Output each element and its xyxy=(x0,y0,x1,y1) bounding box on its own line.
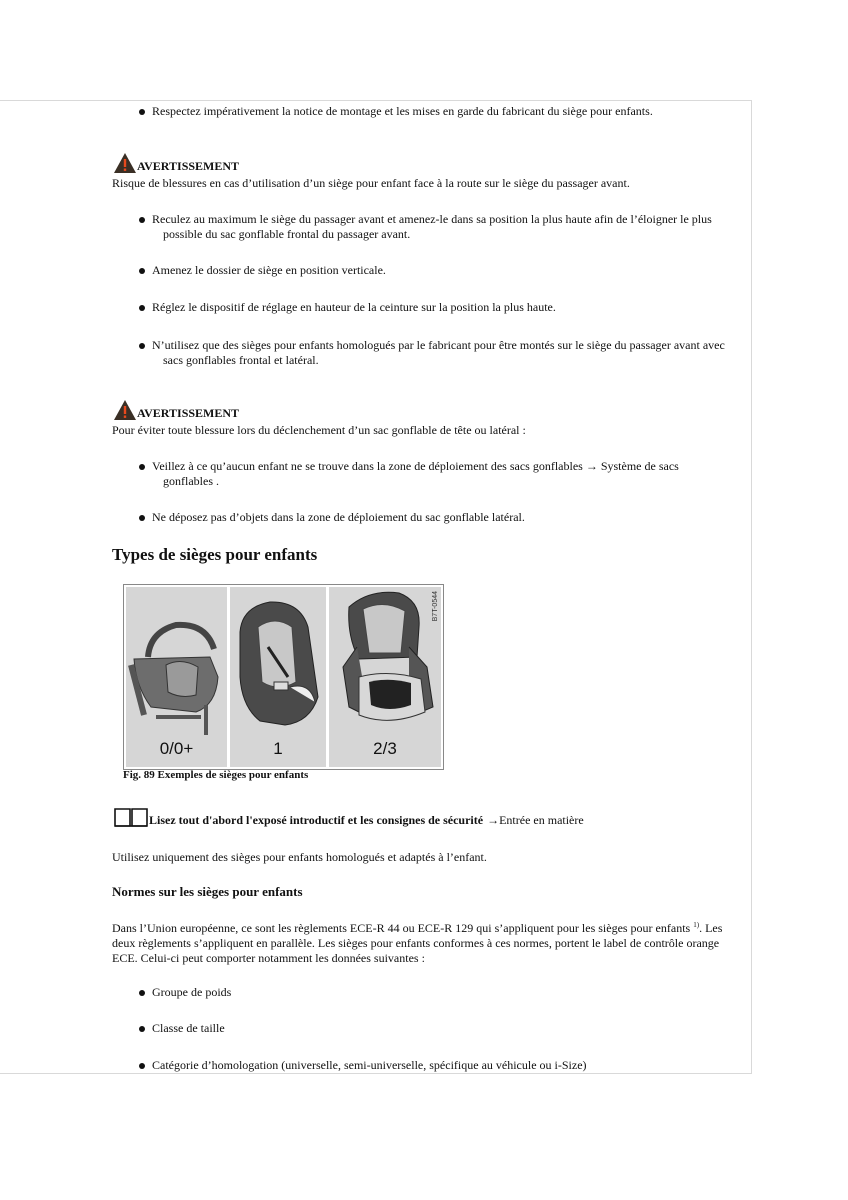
list-item-text: Veillez à ce qu’aucun enfant ne se trouve dans la zone de déploiement des sacs gonflables → Système de sacs xyxy=(152,459,679,473)
list-item-text-cont: sacs gonflables frontal et latéral. xyxy=(163,353,319,367)
figure-panel-infant-carrier xyxy=(126,587,227,767)
list-item-text: Amenez le dossier de siège en position verticale. xyxy=(152,263,386,277)
intro-bold-text: Lisez tout d'abord l'exposé introductif et les consignes de sécurité xyxy=(149,813,484,827)
warning-text: Risque de blessures en cas d’utilisation d’un siège pour enfant face à la route sur le siège du passager avant. xyxy=(112,176,630,190)
figure-panel-group1-seat xyxy=(230,587,326,767)
list-item-text-cont: possible du sac gonflable frontal du passager avant. xyxy=(163,227,411,241)
booster-seat-illustration xyxy=(329,587,441,737)
group-label: 2/3 xyxy=(373,739,397,758)
figure-panel-booster-seat xyxy=(329,587,441,767)
child-seats-figure xyxy=(123,584,444,770)
airbag-link[interactable]: gonflables . xyxy=(163,474,219,488)
list-item xyxy=(139,510,739,525)
warning-text: Pour éviter toute blessure lors du déclenchement d’un sac gonflable de tête ou latéral : xyxy=(112,423,526,437)
warning-heading xyxy=(113,399,239,421)
list-item xyxy=(139,1058,739,1073)
infant-carrier-illustration xyxy=(126,587,227,737)
figure-caption: Fig. 89 Exemples de sièges pour enfants xyxy=(123,769,309,781)
list-item-text-cont[interactable] xyxy=(139,474,739,489)
list-item xyxy=(139,459,739,489)
warning-title: AVERTISSEMENT xyxy=(137,159,240,173)
list-item xyxy=(139,300,739,315)
list-item-text: Classe de taille xyxy=(152,1021,225,1035)
figure-code: B7T-0544 xyxy=(432,591,439,622)
group1-seat-illustration xyxy=(230,587,326,737)
warning-title: AVERTISSEMENT xyxy=(137,406,240,420)
list-item-text: Respectez impérativement la notice de montage et les mises en garde du fabricant du siège pour enfants. xyxy=(152,104,653,118)
footnote-ref[interactable]: 1) xyxy=(693,921,700,929)
intro-link[interactable]: →Entrée en matière xyxy=(487,813,584,827)
list-item xyxy=(139,985,739,1000)
list-item-text: Ne déposez pas d’objets dans la zone de déploiement du sac gonflable latéral. xyxy=(152,510,525,524)
group-label: 0/0+ xyxy=(159,739,194,758)
section-title: Types de sièges pour enfants xyxy=(112,545,318,564)
warning-triangle-icon xyxy=(113,399,137,421)
intro-line xyxy=(113,806,584,828)
list-item xyxy=(139,212,739,242)
warning-heading xyxy=(113,152,239,174)
subsection-title: Normes sur les sièges pour enfants xyxy=(112,884,303,899)
paragraph-text: . Les xyxy=(699,921,723,935)
paragraph: Utilisez uniquement des sièges pour enfants homologués et adaptés à l’enfant. xyxy=(112,850,487,864)
paragraph-text: Dans l’Union européenne, ce sont les règlements ECE-R 44 ou ECE-R 129 qui s’appliquent pour les sièges pour enfants xyxy=(112,921,694,935)
list-item-text: Groupe de poids xyxy=(152,985,232,999)
list-item xyxy=(139,263,739,278)
paragraph-text: ECE. Celui-ci peut comporter notamment les données suivantes : xyxy=(112,951,425,965)
list-item-text: Réglez le dispositif de réglage en hauteur de la ceinture sur la position la plus haute. xyxy=(152,300,556,314)
list-item xyxy=(139,104,739,119)
list-item-text: N’utilisez que des sièges pour enfants homologués par le fabricant pour être montés sur le siège du passager avant avec xyxy=(152,338,725,352)
list-item xyxy=(139,338,739,368)
warning-triangle-icon xyxy=(113,152,137,174)
paragraph xyxy=(112,918,740,966)
list-item xyxy=(139,1021,739,1036)
group-label: 1 xyxy=(273,739,283,758)
list-item-text: Reculez au maximum le siège du passager avant et amenez-le dans sa position la plus haute afin de l’éloigner le plus xyxy=(152,212,712,226)
paragraph-text: deux règlements s’appliquent en parallèle. Les sièges pour enfants conformes à ces normes, portent le label de contrôle orange xyxy=(112,936,720,950)
list-item-text: Catégorie d’homologation (universelle, semi-universelle, spécifique au véhicule ou i-Size) xyxy=(152,1058,587,1072)
book-icon xyxy=(113,806,149,828)
